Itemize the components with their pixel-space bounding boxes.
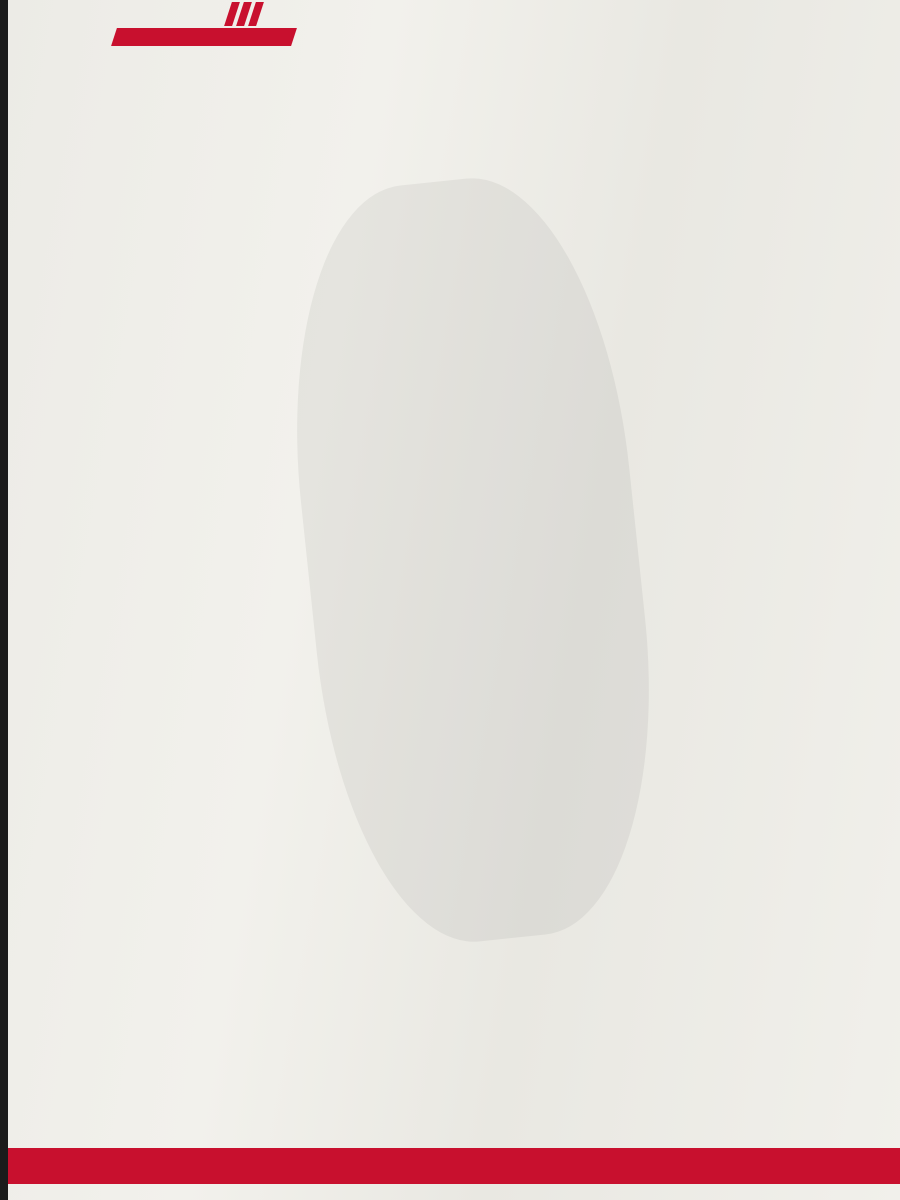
document-page (8, 0, 900, 1200)
sections (46, 78, 866, 84)
case-logo (58, 0, 268, 50)
spec-list (46, 78, 866, 84)
footer-bar (8, 1148, 900, 1184)
hydraulics-rows (46, 78, 866, 84)
logo-subtitle (111, 28, 297, 46)
shadow-overlay (269, 165, 677, 955)
logo-bars-icon (224, 2, 264, 28)
